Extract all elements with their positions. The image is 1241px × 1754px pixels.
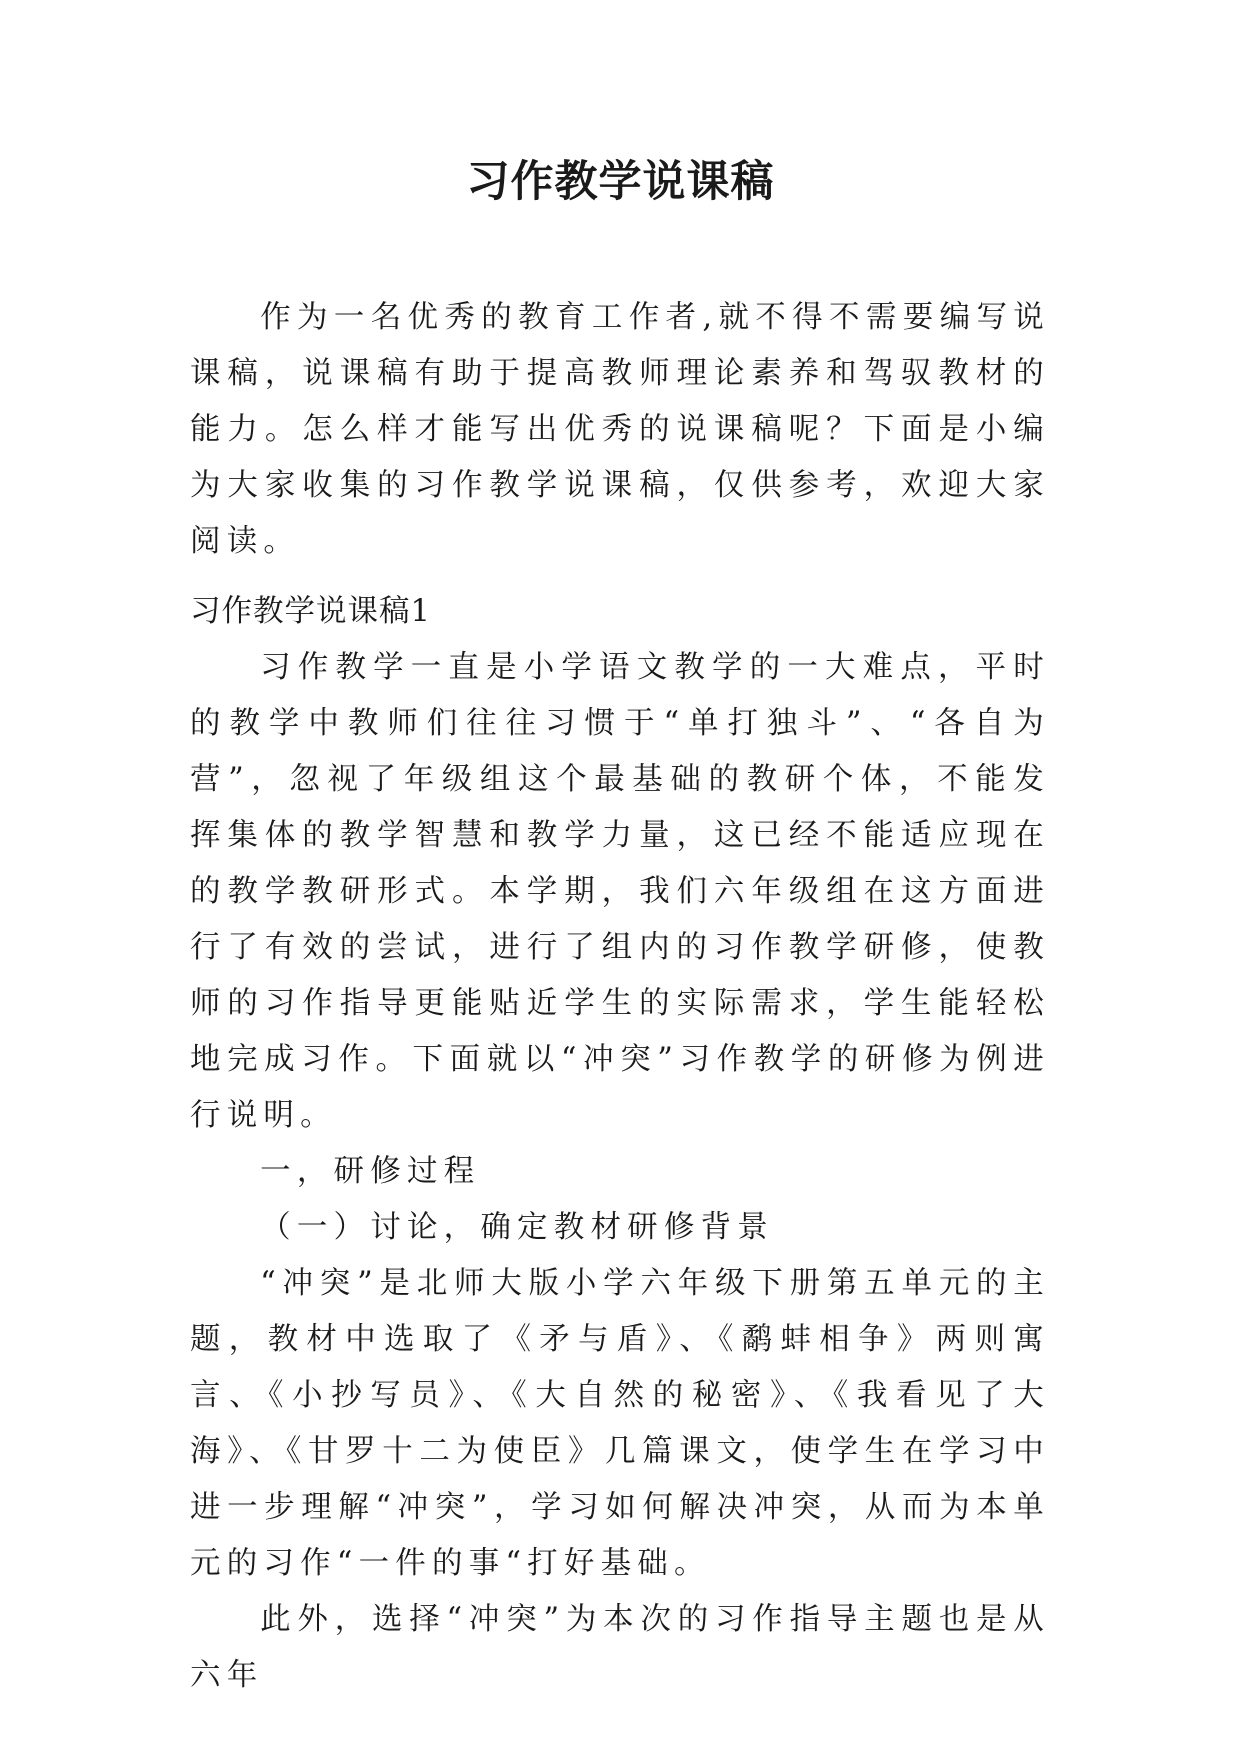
- document-body: [190, 290, 1050, 1704]
- body-paragraph-3: 此外，选择“冲突”为本次的习作指导主题也是从六年: [190, 1602, 1050, 1693]
- intro-paragraph: 作为一名优秀的教育工作者,就不得不需要编写说课稿，说课稿有助于提高教师理论素养和驾驭教材的能力。怎么样才能写出优秀的说课稿呢？下面是小编为大家收集的习作教学说课稿，仅供参考，欢迎大家阅读。: [190, 300, 1050, 559]
- document-title: 习作教学说课稿: [466, 157, 775, 207]
- body-paragraph-1: 习作教学一直是小学语文教学的一大难点，平时的教学中教师们往往习惯于“单打独斗”、“各自为营”，忽视了年级组这个最基础的教研个体，不能发挥集体的教学智慧和教学力量，这已经不能适应现在的教学教研形式。本学期，我们六年级组在这方面进行了有效的尝试，进行了组内的习作教学研修，使教师的习作指导更能贴近学生的实际需求，学生能轻松地完成习作。下面就以“冲突”习作教学的研修为例进行说明。: [190, 650, 1050, 1133]
- subheading-discussion: （一）讨论，确定教材研修背景: [260, 1210, 774, 1245]
- body-paragraph-2: “冲突”是北师大版小学六年级下册第五单元的主题，教材中选取了《矛与盾》、《鹬蚌相争》两则寓言、《小抄写员》、《大自然的秘密》、《我看见了大海》、《甘罗十二为使臣》几篇课文，使学生在学习中进一步理解“冲突”，学习如何解决冲突，从而为本单元的习作“一件的事“打好基础。: [190, 1266, 1050, 1581]
- section-heading: 习作教学说课稿1: [190, 594, 431, 629]
- subheading-research-process: 一，研修过程: [260, 1154, 481, 1189]
